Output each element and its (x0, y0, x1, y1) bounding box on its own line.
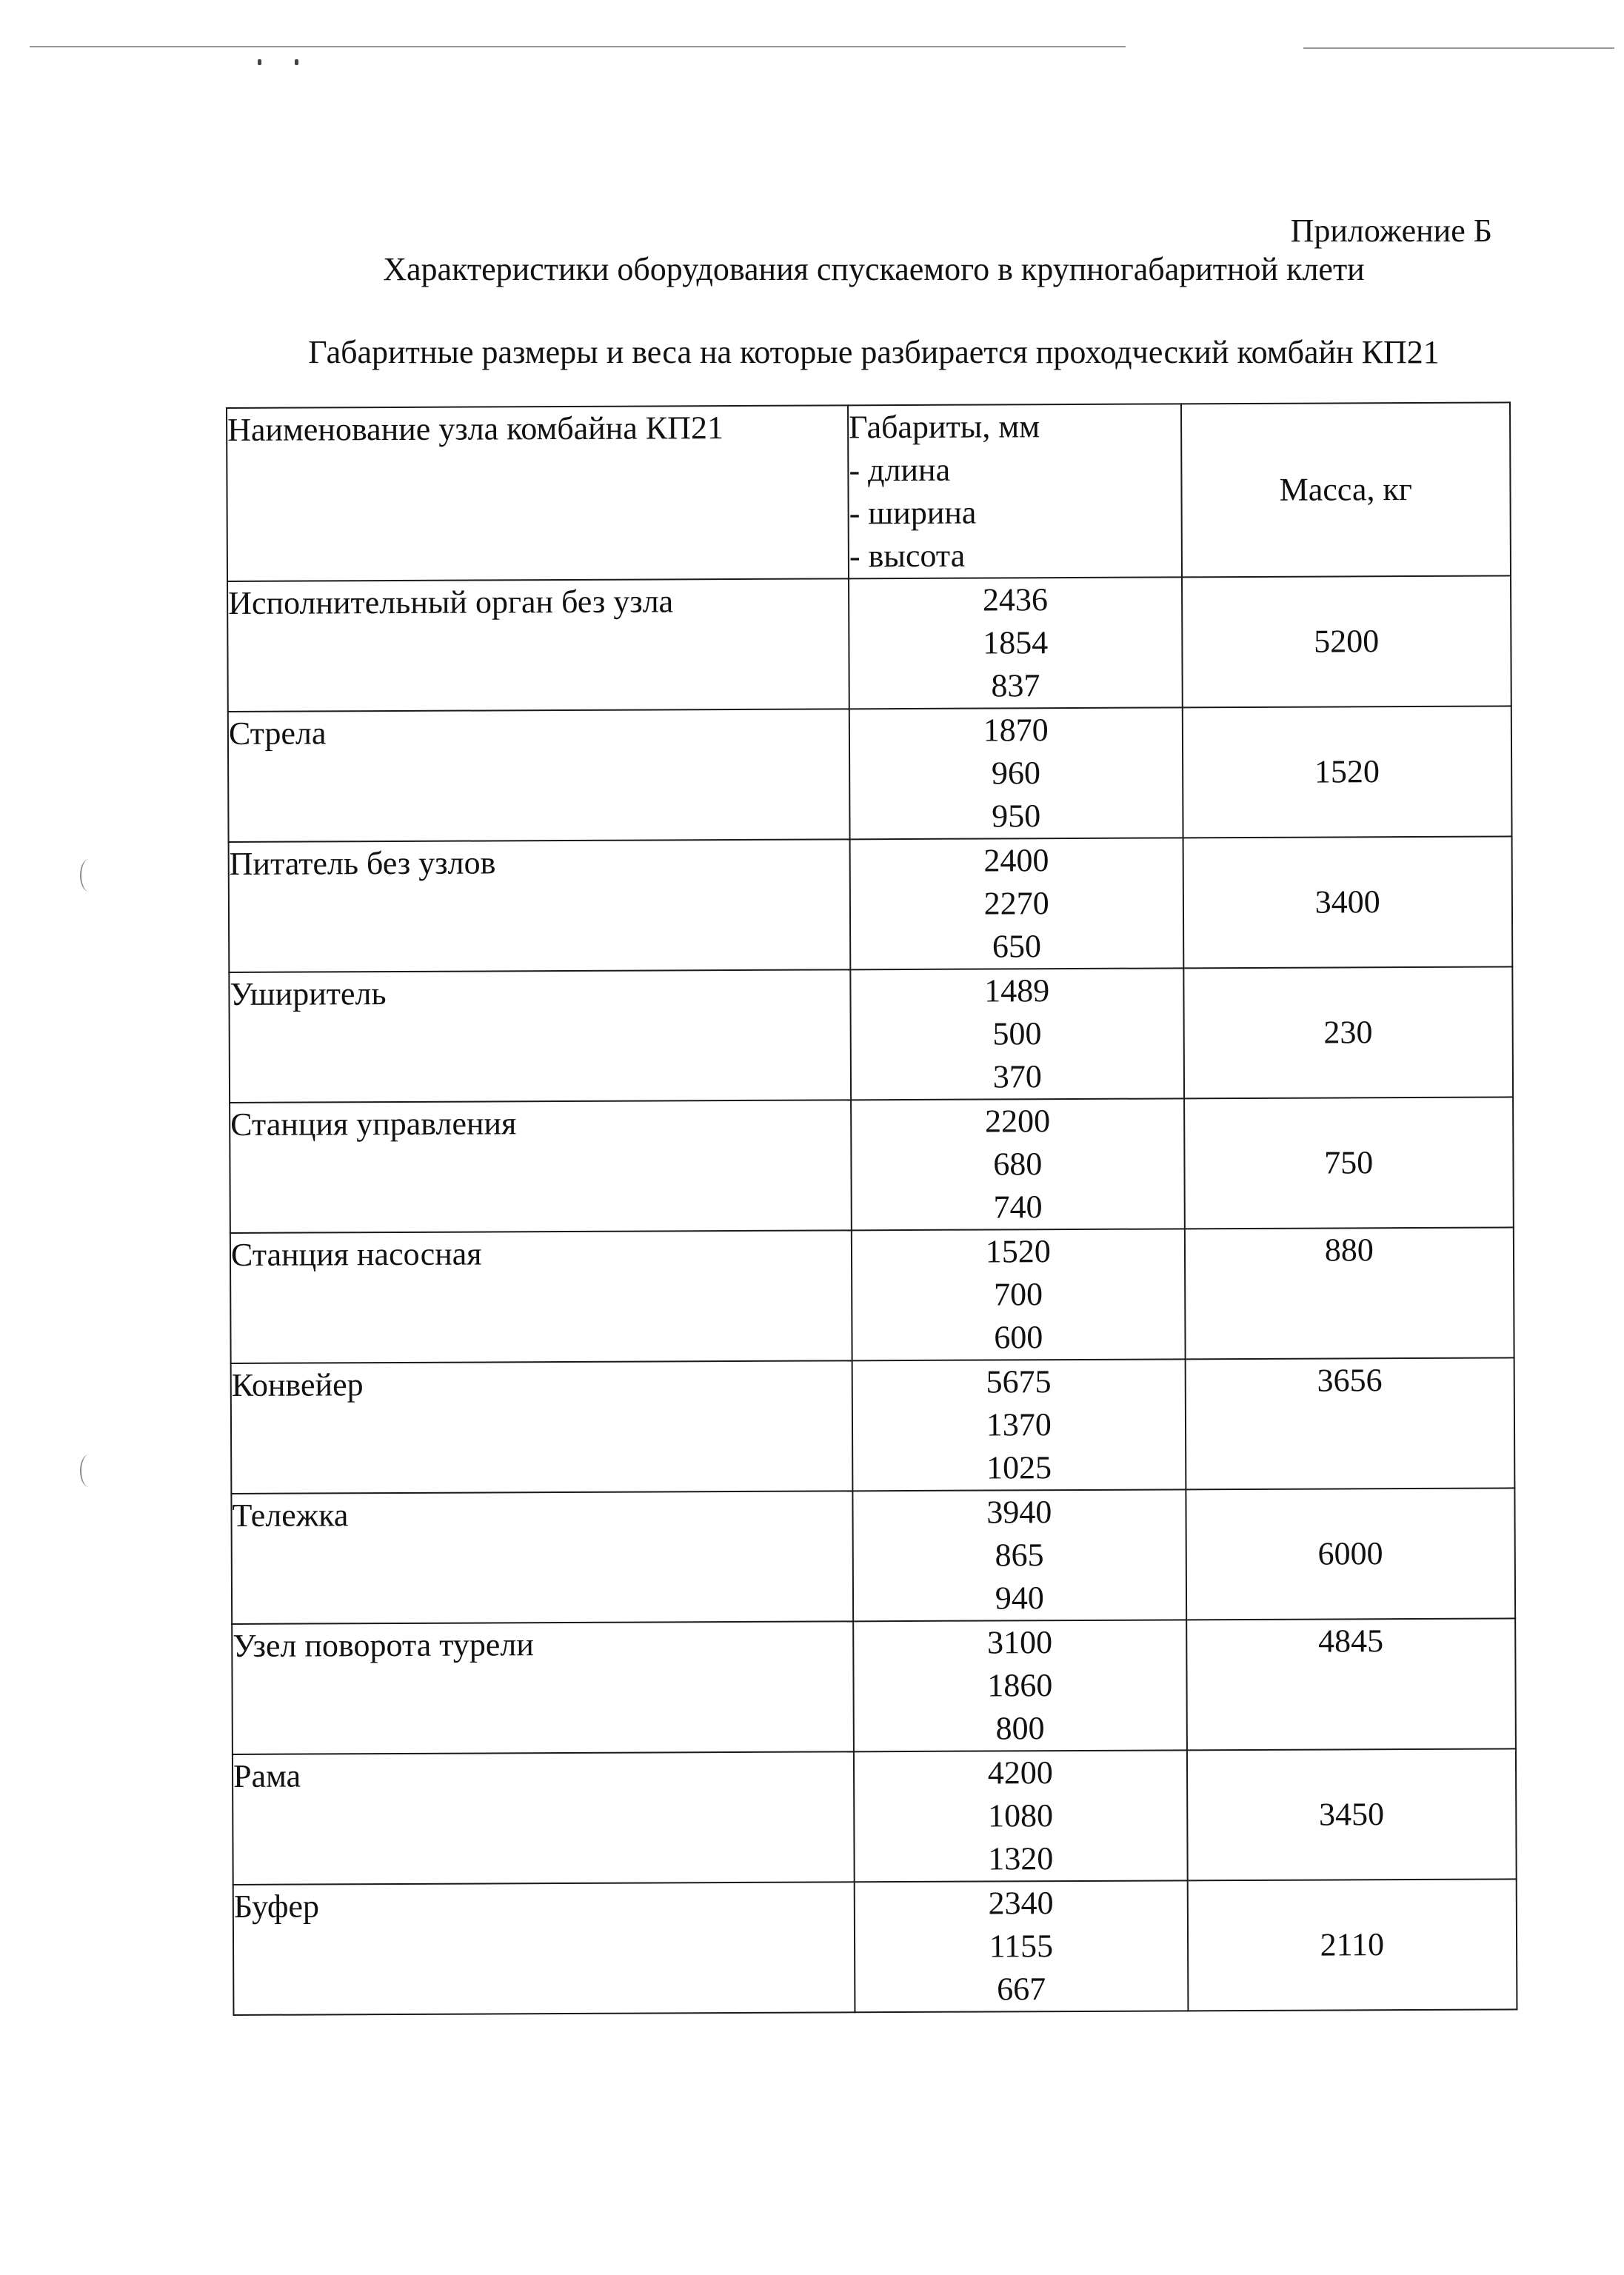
row-mass: 3400 (1183, 836, 1512, 968)
row-dims (852, 1229, 1185, 1360)
row-mass: 3656 (1185, 1357, 1514, 1489)
row-dim-width: 500 (992, 1015, 1042, 1052)
row-mass: 4845 (1186, 1618, 1516, 1750)
table-row (227, 575, 1511, 712)
header-dims-width: - ширина (849, 494, 977, 532)
row-name: Тележка (231, 1491, 853, 1624)
table-row (229, 836, 1513, 972)
row-dim-height: 667 (997, 1971, 1046, 2008)
row-dim-length: 5675 (986, 1363, 1052, 1400)
appendix-label: Приложение Б (1290, 213, 1492, 249)
row-name: Исполнительный орган без узла (227, 578, 849, 712)
row-dim-height: 1025 (986, 1449, 1052, 1486)
row-dims (853, 1620, 1186, 1751)
row-mass: 2110 (1187, 1879, 1517, 2011)
row-dims (849, 577, 1182, 709)
row-dims (852, 1359, 1186, 1491)
row-mass: 3450 (1186, 1748, 1516, 1880)
row-dim-length: 1489 (984, 972, 1050, 1009)
row-dims (850, 838, 1183, 969)
row-dim-width: 1854 (983, 624, 1049, 661)
table-header-row (227, 402, 1511, 581)
table-row (230, 1227, 1514, 1363)
header-dims-height: - высота (849, 537, 966, 575)
scan-artifact-dot (258, 59, 261, 65)
page-title: Характеристики оборудования спускаемого в крупногабаритной клети (383, 251, 1365, 287)
punch-hole-upper (80, 859, 98, 892)
row-dim-length: 4200 (987, 1754, 1053, 1791)
table-row (231, 1488, 1515, 1624)
row-dim-length: 3100 (986, 1624, 1053, 1661)
table-row (229, 966, 1513, 1103)
row-dims (850, 968, 1183, 1100)
row-dim-width: 960 (991, 755, 1041, 792)
scan-artifact-dot (295, 59, 298, 65)
row-name: Станция насосная (230, 1230, 852, 1363)
row-dim-width: 1860 (987, 1667, 1053, 1704)
row-dim-height: 837 (991, 667, 1040, 704)
row-mass: 6000 (1186, 1488, 1515, 1620)
row-name: Питатель без узлов (229, 839, 851, 972)
row-dim-width: 865 (995, 1537, 1044, 1574)
row-dim-width: 700 (993, 1276, 1043, 1313)
row-dim-width: 680 (993, 1146, 1043, 1183)
row-mass: 1520 (1182, 706, 1511, 838)
header-dims-title: Габариты, мм (849, 408, 1040, 446)
row-dim-height: 950 (992, 798, 1041, 835)
table-row (232, 1618, 1516, 1754)
row-dim-length: 1520 (985, 1233, 1051, 1270)
header-mass: Масса, кг (1181, 402, 1511, 577)
scan-artifact-line-right (1303, 47, 1614, 49)
row-dim-length: 2340 (988, 1885, 1054, 1922)
scan-artifact-line-left (30, 46, 1126, 47)
row-dims (854, 1750, 1187, 1882)
row-dim-height: 370 (992, 1058, 1042, 1095)
row-dim-height: 1320 (988, 1840, 1054, 1877)
row-name: Буфер (233, 1882, 855, 2015)
row-dim-height: 800 (995, 1710, 1045, 1747)
row-dims (851, 1098, 1184, 1230)
row-dim-length: 2436 (982, 581, 1049, 618)
row-name: Уширитель (229, 969, 851, 1103)
row-dims (852, 1489, 1186, 1621)
header-dims-length: - длина (849, 451, 951, 489)
row-mass: 5200 (1182, 575, 1511, 707)
table-caption: Габаритные размеры и веса на которые разбирается проходческий комбайн КП21 (308, 334, 1440, 370)
row-dim-length: 3940 (986, 1494, 1052, 1531)
table-row (233, 1748, 1517, 1885)
row-mass: 230 (1183, 966, 1513, 1098)
header-name: Наименование узла комбайна КП21 (227, 405, 849, 581)
equipment-table (226, 401, 1517, 2016)
row-name: Станция управления (230, 1100, 852, 1233)
row-dim-length: 1870 (983, 712, 1049, 749)
row-dim-width: 1155 (989, 1928, 1054, 1965)
row-name: Рама (233, 1751, 855, 1885)
row-dim-length: 2400 (983, 842, 1049, 879)
table-row (228, 706, 1512, 842)
row-mass: 880 (1184, 1227, 1514, 1359)
row-dim-height: 940 (995, 1580, 1044, 1617)
row-dim-width: 2270 (983, 885, 1049, 922)
header-dims (848, 404, 1182, 578)
row-dim-height: 740 (993, 1189, 1043, 1226)
row-dim-height: 600 (994, 1319, 1043, 1356)
row-name: Стрела (228, 709, 850, 842)
row-dim-width: 1080 (987, 1797, 1054, 1834)
punch-hole-lower (80, 1454, 98, 1487)
row-dim-width: 1370 (986, 1406, 1052, 1443)
table-row (233, 1879, 1517, 2015)
table-row (231, 1357, 1515, 1494)
row-name: Конвейер (231, 1360, 853, 1494)
row-mass: 750 (1184, 1097, 1514, 1229)
table-row (230, 1097, 1514, 1233)
row-dim-height: 650 (992, 928, 1042, 965)
row-dim-length: 2200 (984, 1103, 1051, 1140)
row-dims (855, 1880, 1188, 2012)
row-name: Узел поворота турели (232, 1621, 854, 1754)
row-dims (849, 707, 1183, 839)
